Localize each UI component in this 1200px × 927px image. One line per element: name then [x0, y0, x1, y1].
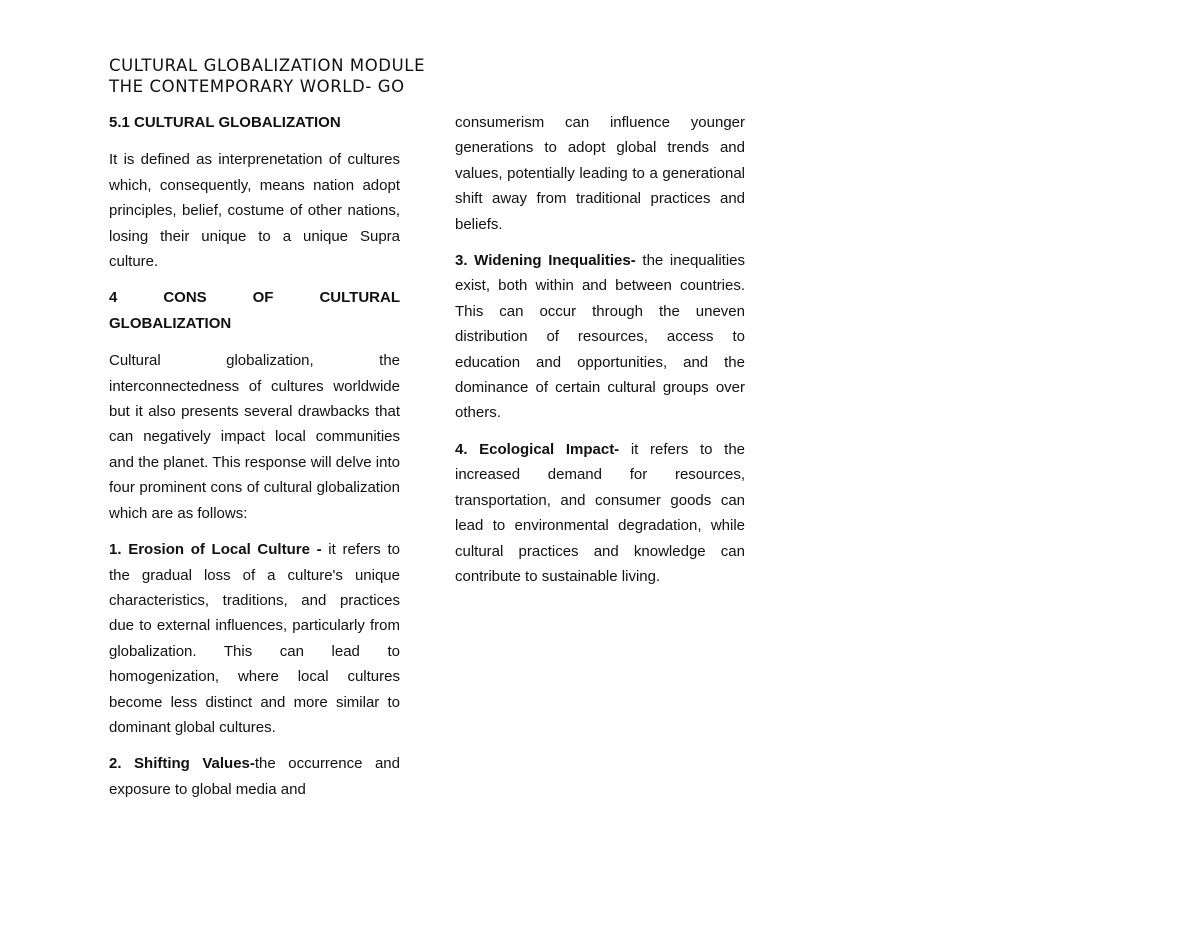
item-1-text: it refers to the gradual loss of a culture's unique characteristics, traditions, and practices due to external influences, particularly from globalization. This can lead to homogenization, where local cultures become less distinct and more similar to dominant global cultures.: [109, 541, 400, 736]
item-shifting-values: [109, 751, 400, 802]
item-2-text: the occurrence and exposure to global media and: [109, 755, 400, 798]
item-3-title: 3. Widening Inequalities-: [455, 252, 636, 270]
item-1-title: 1. Erosion of Local Culture -: [109, 541, 329, 559]
item-2-title: 2. Shifting Values-: [109, 755, 255, 773]
definition-paragraph: It is defined as interprenetation of cultures which, consequently, means nation adopt principles, belief, costume of other nations, losing their unique to a unique Supra culture.: [109, 151, 400, 271]
left-column: [109, 110, 400, 813]
item-4-title: 4. Ecological Impact-: [455, 440, 620, 458]
cons-heading: 4 CONS OF CULTURAL GLOBALIZATION: [109, 289, 400, 332]
item-erosion-local-culture: [109, 537, 400, 740]
intro-paragraph: Cultural globalization, the interconnectedness of cultures worldwide but it also presents several drawbacks that can negatively impact local communities and the planet. This response will delve into four prominent cons of cultural globalization which are as follows:: [109, 352, 400, 522]
item-widening-inequalities: [455, 248, 745, 426]
item-3-text: the inequalities exist, both within and between countries. This can occur through the uneven distribution of resources, access to education and opportunities, and the dominance of certain cultural groups over others.: [455, 252, 745, 422]
item-4-text: it refers to the increased demand for resources, transportation, and consumer goods can lead to environmental degradation, while cultural practices and knowledge can contribute to sustainable living.: [455, 440, 745, 585]
item-2-continued: consumerism can influence younger generations to adopt global trends and values, potentially leading to a generational shift away from traditional practices and beliefs.: [455, 114, 745, 233]
header-title: CULTURAL GLOBALIZATION MODULE: [109, 56, 426, 75]
item-ecological-impact: [455, 437, 745, 589]
section-heading: 5.1 CULTURAL GLOBALIZATION: [109, 114, 341, 131]
right-column: [455, 110, 745, 600]
document-header: [109, 55, 425, 97]
header-subtitle: THE CONTEMPORARY WORLD- GO: [109, 77, 405, 96]
